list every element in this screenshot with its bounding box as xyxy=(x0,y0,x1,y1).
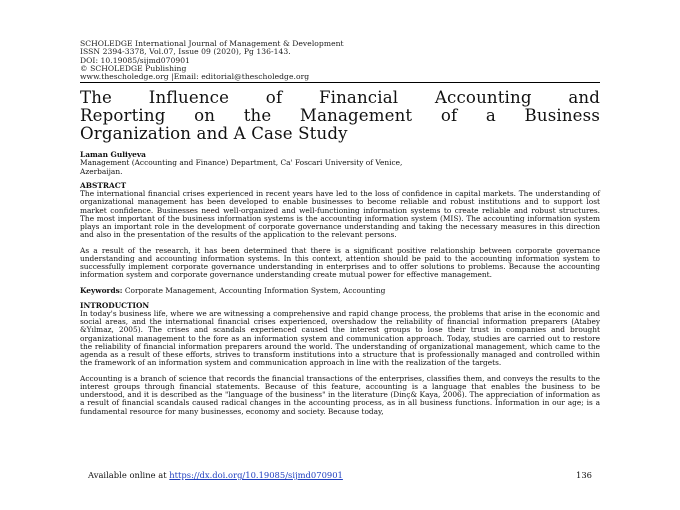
doi-link[interactable]: https://dx.doi.org/10.19085/sijmd070901 xyxy=(169,470,343,480)
keywords-text: Corporate Management, Accounting Information System, Accounting xyxy=(122,285,386,295)
author-affiliation xyxy=(80,159,600,175)
introduction-heading: INTRODUCTION xyxy=(80,300,150,310)
journal-header xyxy=(80,40,600,81)
keywords-label: Keywords: xyxy=(80,285,123,295)
author-name: Laman Guliyeva xyxy=(80,150,146,160)
affiliation-line-1: Management (Accounting and Finance) Department, Ca' Foscari University of Venice, xyxy=(80,158,403,168)
header-divider xyxy=(80,82,600,83)
journal-name: SCHOLEDGE International Journal of Management & Development xyxy=(80,39,344,48)
website-line: www.thescholedge.org |Email: editorial@thescholedge.org xyxy=(80,72,310,82)
publisher-line: © SCHOLEDGE Publishing xyxy=(80,63,187,73)
title-line-2: Reporting on the Management of a Business xyxy=(80,106,600,126)
keywords xyxy=(80,287,600,295)
abstract-paragraph-2: As a result of the research, it has been determined that there is a significant positive relationship between corporate governance understanding and accounting information systems. In this context, attention should be paid to the accounting information system to successfully implement corporate governance understanding in enterprises and to offer solutions to problems. Because the accounting information system and corporate governance understanding create mutual power for effective management. xyxy=(80,245,600,280)
affiliation-line-2: Azerbaijan. xyxy=(80,166,123,176)
abstract-paragraph-1: The international financial crises experienced in recent years have led to the loss of confidence in capital markets. The understanding of organizational management has been developed to enable businesses to become reliable and robust institutions and to support lost market confidence. Businesses need well-organized and well-functioning information systems to create reliable and robust structures. The most important of the business information systems is the accounting information system (MIS). The accounting information system plays an important role in the development of corporate governance understanding and taking the necessary measures in this direction and also in the presentation of the results of the application to the relevant persons. xyxy=(80,189,600,240)
paper-page xyxy=(80,40,600,416)
availability-note xyxy=(88,470,343,480)
title-line-1: The Influence of Financial Accounting and xyxy=(80,88,600,108)
issn-line: ISSN 2394-3378, Vol.07, Issue 09 (2020), Pg 136-143. xyxy=(80,47,291,57)
available-prefix: Available online at xyxy=(88,470,170,480)
page-number: 136 xyxy=(576,470,592,480)
abstract-heading: ABSTRACT xyxy=(80,180,127,190)
introduction-paragraph-1: In today's business life, where we are witnessing a comprehensive and rapid change process, the problems that arise in the economic and social areas, and the international financial crises experienced, overshadow the reliability of financial information preparers (Atabey &Yılmaz, 2005). The crises and scandals experienced caused the interest groups to lose their trust in companies and brought organizational management to the fore as an information system and communication approach. Today, studies are carried out to restore the reliability of financial information preparers around the world. The understanding of organizational management, which came to the agenda as a result of these efforts, strives to transform institutions into a structure that is professionally managed and controlled within the framework of an information system and communication approach in line with the realization of the targets. xyxy=(80,308,600,368)
introduction-paragraph-2: Accounting is a branch of science that records the financial transactions of the enterprises, classifies them, and conveys the results to the interest groups through financial statements. Because of this feature, accounting is a language that enables the business to be understood, and it is described as the "language of the business" in the literature (Dinç& Kaya, 2006). The appreciation of information as a result of financial scandals caused radical changes in the accounting process, as in all business functions. Information in our age; is a fundamental resource for many businesses, economy and society. Because today, xyxy=(80,373,600,416)
paper-title xyxy=(80,89,600,142)
doi-line: DOI: 10.19085/sijmd070901 xyxy=(80,55,191,65)
title-line-3: Organization and A Case Study xyxy=(80,123,348,143)
